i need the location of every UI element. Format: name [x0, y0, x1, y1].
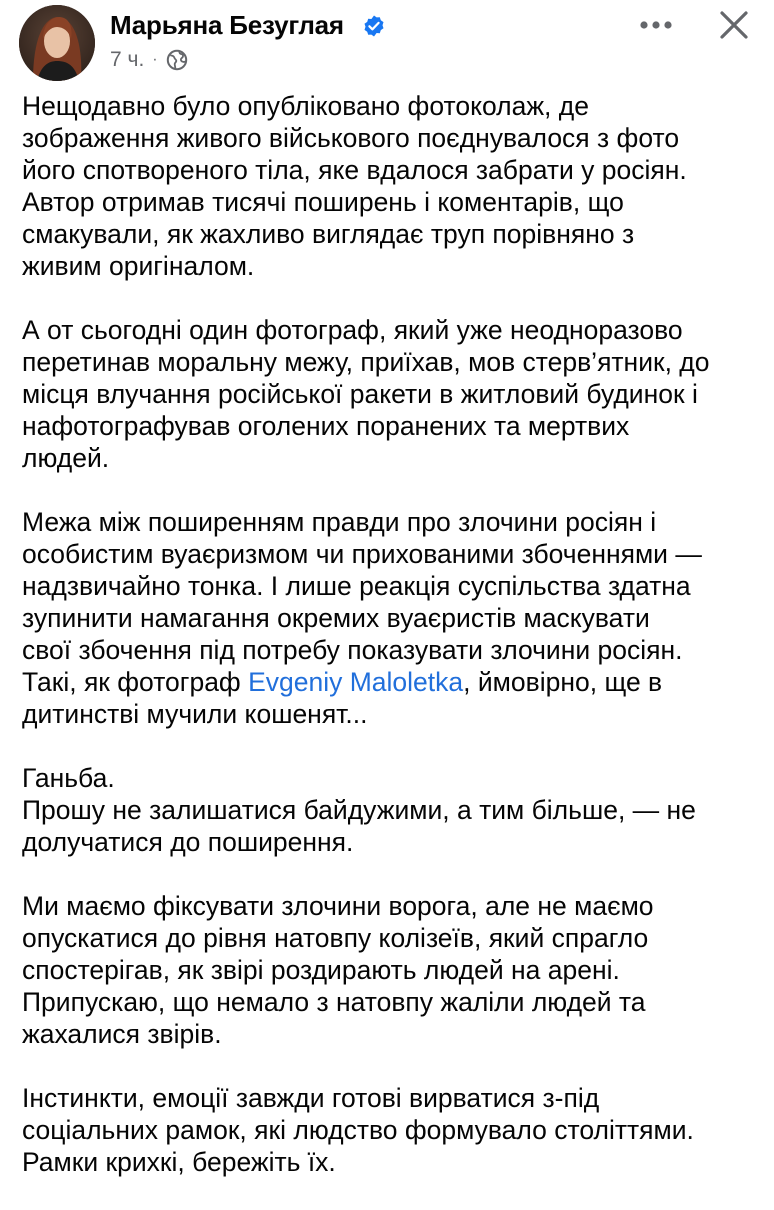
- mention-link[interactable]: Evgeniy Maloletka: [248, 667, 464, 697]
- text-line: зупинити намагання окремих вуаєристів маскувати: [22, 603, 650, 633]
- mention-suffix: , ймовірно, ще в: [463, 667, 663, 697]
- text-line: опускатися до рівня натовпу колізеїв, який спрагло: [22, 923, 649, 953]
- text-line: свої збочення під потребу показувати злочини росіян.: [22, 635, 683, 665]
- text-line: місця влучання російської ракети в житловий будинок і: [22, 379, 698, 409]
- post-header: [0, 0, 774, 90]
- paragraph: [22, 314, 762, 474]
- paragraph: [22, 90, 762, 282]
- text-line: Прошу не залишатися байдужими, а тим більше, — не: [22, 795, 696, 825]
- text-line: його спотвореного тіла, яке вдалося забрати у росіян.: [22, 155, 687, 185]
- text-line: людей.: [22, 443, 110, 473]
- text-line: Рамки крихкі, бережіть їх.: [22, 1147, 336, 1177]
- text-line: Припускаю, що немало з натовпу жаліли людей та: [22, 987, 646, 1017]
- text-line: особистим вуаєризмом чи прихованими збоченнями —: [22, 539, 702, 569]
- author-name[interactable]: Марьяна Безуглая: [110, 10, 344, 40]
- text-line: Ми маємо фіксувати злочини ворога, але не маємо: [22, 891, 654, 921]
- close-icon: [719, 10, 749, 40]
- text-line: Ганьба.: [22, 763, 115, 793]
- text-line: жахалися звірів.: [22, 1019, 222, 1049]
- text-line: Інстинкти, емоції завжди готові вирватися з-під: [22, 1083, 600, 1113]
- text-line: Автор отримав тисячі поширень і коментарів, що: [22, 187, 624, 217]
- text-line: смакували, як жахливо виглядає труп порівняно з: [22, 219, 635, 249]
- text-line: надзвичайно тонка. І лише реакція суспільства здатна: [22, 571, 691, 601]
- mention-prefix: Такі, як фотограф: [22, 667, 249, 697]
- post-time[interactable]: 7 ч.: [110, 48, 145, 71]
- avatar[interactable]: [19, 5, 95, 81]
- text-line: Нещодавно було опубліковано фотоколаж, де: [22, 91, 589, 121]
- text-line: дитинстві мучили кошенят...: [22, 699, 368, 729]
- text-line: соціальних рамок, які людство формувало століттями.: [22, 1115, 694, 1145]
- text-line: зображення живого військового поєднувалося з фото: [22, 123, 680, 153]
- globe-icon: [166, 49, 188, 71]
- more-options-button[interactable]: [632, 8, 680, 42]
- more-horizontal-icon: [639, 20, 673, 30]
- meta-separator: ·: [152, 51, 158, 68]
- text-line: А от сьогодні один фотограф, який уже неодноразово: [22, 315, 683, 345]
- post-meta: [110, 46, 188, 74]
- text-line-with-mention: [22, 666, 762, 698]
- post-text: [22, 90, 762, 1210]
- text-line: перетинав моральну межу, приїхав, мов стерв’ятник, до: [22, 347, 710, 377]
- paragraph: [22, 506, 762, 730]
- verified-badge-icon: [362, 14, 386, 38]
- paragraph: [22, 890, 762, 1050]
- text-line: Межа між поширенням правди про злочини росіян і: [22, 507, 657, 537]
- close-button[interactable]: [710, 4, 758, 46]
- text-line: долучатися до поширення.: [22, 827, 354, 857]
- avatar-photo: [19, 5, 95, 81]
- paragraph: [22, 1082, 762, 1178]
- paragraph: [22, 762, 762, 858]
- text-line: живим оригіналом.: [22, 251, 255, 281]
- text-line: нафотографував оголених поранених та мертвих: [22, 411, 630, 441]
- text-line: спостерігав, як звірі роздирають людей на арені.: [22, 955, 620, 985]
